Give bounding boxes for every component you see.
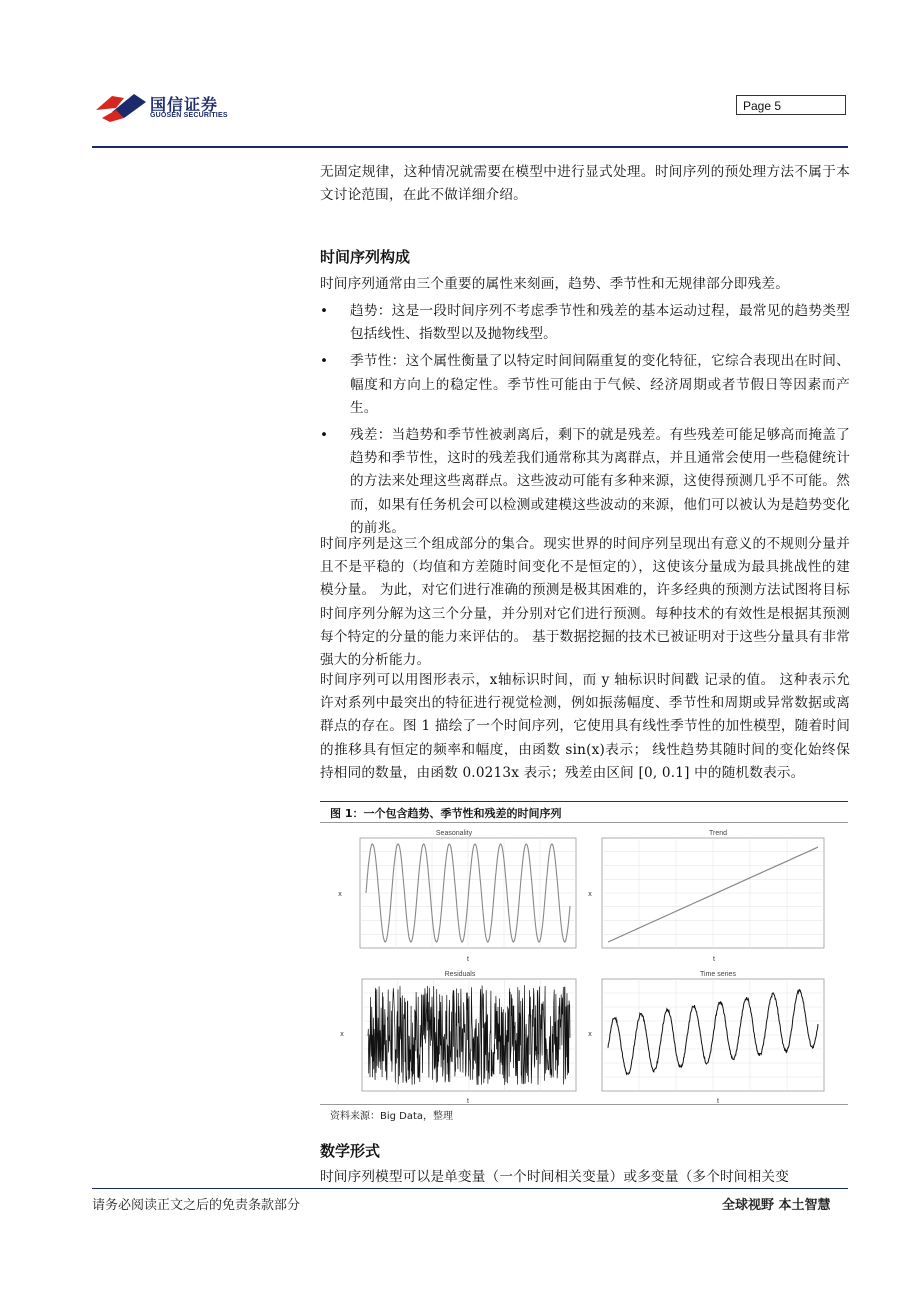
xlabel: t	[717, 1098, 719, 1104]
bullet-text: 趋势：这是一段时间序列不考虑季节性和残差的基本运动过程，最常见的趋势类型包括线性、指数型以及抛物线型。	[350, 303, 850, 343]
panel-trend	[588, 830, 824, 963]
panel-residuals	[340, 971, 576, 1104]
figure-bottom-rule	[320, 1104, 848, 1105]
footer-slogan: 全球视野 本土智慧	[722, 1198, 831, 1213]
paragraph-components	[320, 533, 850, 672]
xlabel: t	[467, 1098, 469, 1104]
figure-charts	[320, 826, 848, 1104]
page-number-box: Page 5	[736, 95, 846, 115]
bullet-trend	[320, 300, 850, 346]
figure-source: 资料来源：Big Data，整理	[330, 1111, 454, 1122]
panel-title-residuals: Residuals	[444, 971, 476, 978]
paragraph-text: 时间序列模型可以是单变量（一个时间相关变量）或多变量（多个时间相关变	[320, 1169, 789, 1185]
logo-english-name: GUOSEN SECURITIES	[150, 112, 228, 119]
ylabel: x	[340, 1031, 344, 1038]
bullet-seasonality	[320, 350, 850, 420]
panel-title-seasonality: Seasonality	[435, 830, 473, 837]
bullet-residuals	[320, 424, 850, 540]
intro-text: 无固定规律，这种情况就需要在模型中进行显式处理。时间序列的预处理方法不属于本文讨论范围，在此不做详细介绍。	[320, 164, 850, 204]
panel-seasonality	[338, 830, 576, 963]
panel-title-time-series: Time series	[700, 971, 736, 978]
paragraph-text: 时间序列可以用图形表示，x轴标识时间，而 y 轴标识时间戳 记录的值。 这种表示允许对系列中最突出的特征进行视觉检测，例如振荡幅度、季节性和周期或异常数据或离群点的存在。图 1 描绘了一个时间序列，它使用具有线性季节性的加性模型，随着时间的推移具有恒定的频率和幅度，由函数 sin(x)表示； 线性趋势其随时间的变化始终保持相同的数量，由函数 0.0213x 表示；残差由区间 [0, 0.1] 中的随机数表示。	[320, 672, 850, 781]
figure-1	[320, 826, 848, 1104]
section2-paragraph	[320, 1166, 850, 1189]
ylabel: x	[588, 1031, 592, 1038]
bullet-dot-icon: •	[320, 303, 329, 319]
ylabel: x	[338, 891, 342, 898]
logo-chinese-name: 国信证券	[150, 95, 219, 114]
paragraph-text: 时间序列是这三个组成部分的集合。现实世界的时间序列呈现出有意义的不规则分量并且不是平稳的（均值和方差随时间变化不是恒定的），这使该分量成为最具挑战性的建模分量。 为此，对它们进行准确的预测是极其困难的，许多经典的预测方法试图将目标时间序列分解为这三个分量，并分别对它们进行预测。每种技术的有效性是根据其预测每个特定的分量的能力来评估的。 基于数据挖掘的技术已被证明对于这些分量具有非常强大的分析能力。	[320, 536, 850, 669]
footer-disclaimer: 请务必阅读正文之后的免责条款部分	[92, 1198, 301, 1213]
intro-paragraph	[320, 161, 850, 207]
page-header	[0, 0, 920, 150]
bullet-dot-icon: •	[320, 427, 329, 444]
bullet-text: 残差：当趋势和季节性被剥离后，剩下的就是残差。有些残差可能足够高而掩盖了趋势和季节性，这时的残差我们通常称其为离群点，并且通常会使用一些稳健统计的方法来处理这些离群点。这些波动可能有多种来源，这使得预测几乎不可能。然而，如果有任务机会可以检测或建模这些波动的来源，他们可以被认为是趋势变化的前兆。	[350, 427, 850, 536]
section-math-form	[320, 1140, 850, 1161]
panel-title-trend: Trend	[708, 830, 728, 837]
figure-title: 图 1：一个包含趋势、季节性和残差的时间序列	[320, 801, 848, 823]
section-time-series-composition	[320, 246, 850, 267]
header-rule	[92, 146, 848, 148]
xlabel: t	[713, 956, 715, 963]
bullet-list	[320, 300, 850, 540]
ylabel: x	[588, 891, 592, 898]
xlabel: t	[467, 956, 469, 963]
section-title: 时间序列构成	[320, 248, 411, 266]
bullet-text: 季节性：这个属性衡量了以特定时间间隔重复的变化特征，它综合表现出在时间、幅度和方向上的稳定性。季节性可能由于气候、经济周期或者节假日等因素而产生。	[350, 353, 850, 416]
bullet-dot-icon: •	[320, 353, 329, 370]
section1-lead	[320, 273, 850, 296]
panel-time-series	[588, 971, 824, 1104]
footer-rule	[92, 1188, 848, 1189]
paragraph-graphical	[320, 669, 850, 785]
section-title: 数学形式	[320, 1142, 381, 1160]
lead-text: 时间序列通常由三个重要的属性来刻画，趋势、季节性和无规律部分即残差。	[320, 276, 789, 292]
